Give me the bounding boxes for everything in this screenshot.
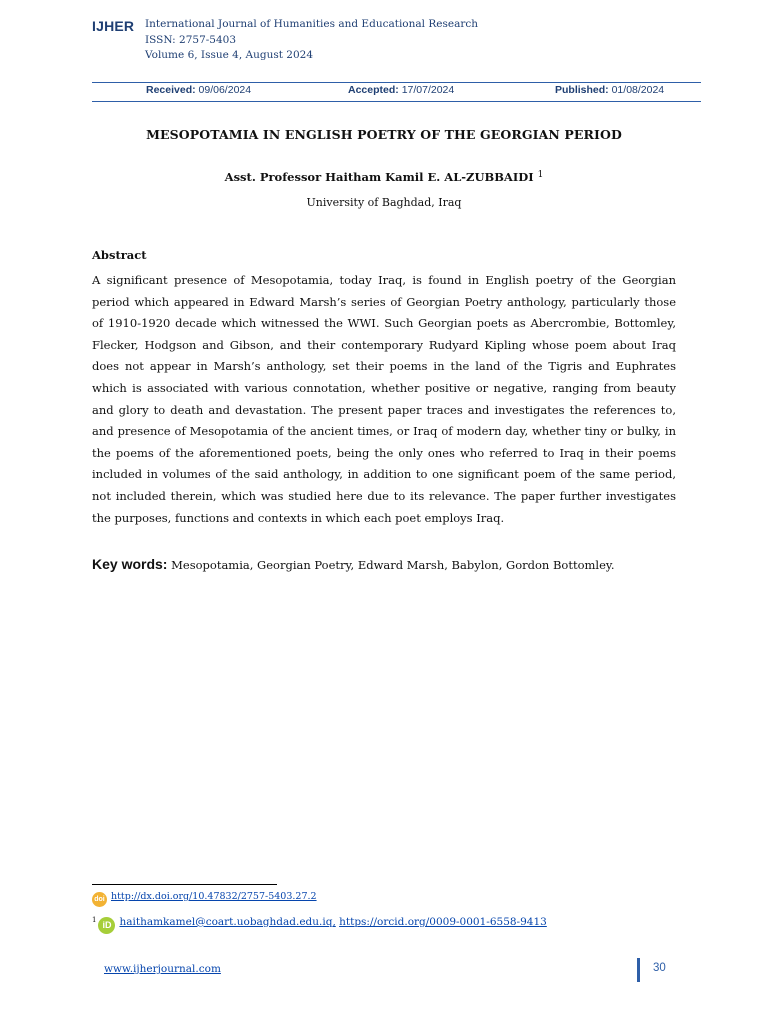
doi-icon: doi [92, 892, 107, 907]
doi-link[interactable]: http://dx.doi.org/10.47832/2757-5403.27.2 [111, 891, 317, 902]
journal-info [145, 17, 478, 64]
paper-author [0, 170, 768, 184]
received-date: Received: 09/06/2024 [146, 84, 252, 96]
journal-issn: ISSN: 2757-5403 [145, 33, 237, 46]
author-affiliation: University of Baghdad, Iraq [306, 196, 462, 209]
orcid-icon[interactable]: iD [98, 917, 115, 934]
footer-website [104, 963, 221, 975]
published-date: Published: 01/08/2024 [555, 84, 665, 96]
author-name: Asst. Professor Haitham Kamil E. AL-ZUBBAIDI [224, 170, 534, 184]
accepted-date: Accepted: 17/07/2024 [348, 84, 455, 96]
journal-name: International Journal of Humanities and Educational Research [145, 18, 478, 30]
page-number: 30 [653, 962, 666, 974]
journal-issue: Volume 6, Issue 4, August 2024 [145, 49, 314, 61]
footnote-author [92, 916, 547, 934]
header-rule-top [92, 82, 701, 83]
page-number-bar [637, 958, 640, 982]
keywords-label: Key words: [92, 556, 168, 572]
footnote-marker: 1 [92, 916, 97, 924]
abstract-text: A significant presence of Mesopotamia, today Iraq, is found in English poetry of the Georgian period which appeared in Edward Marsh’s series of Georgian Poetry anthology, particularly those of 1910-1920 decade which witnessed the WWI. Such Georgian poets as Abercrombie, Bottomley, Flecker, Hodgson and Gibson, and their contemporary Rudyard Kipling whose poem about Iraq does not appear in Marsh’s anthology, set their poems in the land of the Tigris and Euphrates which is associated with various connotation, whether positive or negative, ranging from beauty and glory to death and devastation. The present paper traces and investigates the references to, and presence of Mesopotamia of the ancient times, or Iraq of modern day, whether tiny or bulky, in the poems of the aforementioned poets, being the only ones who referred to Iraq in their poems included in volumes of the said anthology, in addition to one significant poem of the same period, not included therein, which was studied here due to its relevance. The paper further investigates the purposes, functions and contexts in which each poet employs Iraq. [92, 273, 676, 525]
orcid-link[interactable]: https://orcid.org/0009-0001-6558-9413 [339, 916, 547, 928]
footnote-rule [92, 884, 277, 885]
keywords [92, 556, 692, 572]
abstract-heading: Abstract [92, 248, 147, 262]
journal-logo: IJHER [92, 18, 135, 34]
website-link[interactable]: www.ijherjournal.com [104, 963, 221, 975]
header-rule-bottom [92, 101, 701, 102]
author-footnote-marker: 1 [537, 170, 544, 180]
paper-title: MESOPOTAMIA IN ENGLISH POETRY OF THE GEORGIAN PERIOD [146, 127, 622, 142]
author-email-link[interactable]: haithamkamel@coart.uobaghdad.edu.iq, [119, 916, 336, 928]
keywords-list: Mesopotamia, Georgian Poetry, Edward Marsh, Babylon, Gordon Bottomley. [171, 558, 615, 572]
footnote-doi [92, 891, 317, 907]
